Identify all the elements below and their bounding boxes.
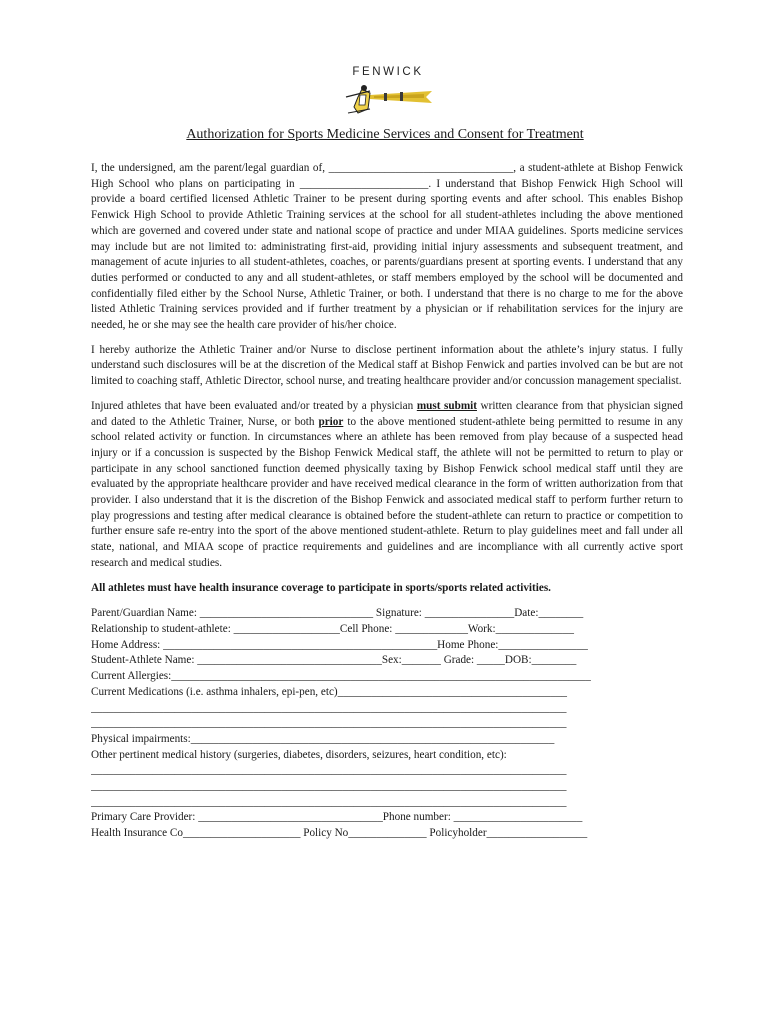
logo-wordmark: FENWICK (352, 66, 424, 78)
parent-guardian-line[interactable]: Parent/Guardian Name: _______________________________ Signature: ________________Date:________ (91, 607, 584, 620)
medications-blank-line-2[interactable]: _____________________________________________________________________________________ (91, 717, 567, 730)
allergies-line[interactable]: Current Allergies:___________________________________________________________________________ (91, 670, 591, 683)
medications-line[interactable]: Current Medications (i.e. asthma inhalers, epi-pen, etc)_________________________________________ (91, 685, 568, 698)
medical-history-blank-line-2[interactable]: _____________________________________________________________________________________ (91, 780, 567, 793)
medical-history-label: Other pertinent medical history (surgeries, diabetes, disorders, seizures, heart condition, etc): (91, 748, 507, 761)
physical-impairments-line[interactable]: Physical impairments:_________________________________________________________________ (91, 732, 555, 745)
consent-paragraph: I, the undersigned, am the parent/legal guardian of, _________________________________, a student-athlete at Bishop Fenwick High School who plans on participating in _______________________. I understand that Bishop Fenwick High School will provide a board certified licensed Athletic Trainer to be present during sporting events and after school. This enables Bishop Fenwick High School to provide Athletic Training services at the school for all student-athletes including the above mentioned which are governed and covered under state and national scope of practice and under MIAA guidelines. Sports medicine services may include but are not limited to: administrating first-aid, providing initial injury assessments and subsequent treatment, and management of acute injuries to all student-athletes, coaches, or parents/guardians present at sporting events. I understand that any duties performed or conducted to any and all student-athletes, or staff members employed by the school will be documented and confidentially filed either by the School Nurse, Athletic Trainer, or both. I understand that there is no charge to me for the above listed Athletic Training services provided and if further treatment by a physician or if rehabilitation services for the injury are needed, he or she may see the health care provider of his/her choice. (91, 162, 683, 332)
prior-emphasis: prior (318, 415, 344, 428)
relationship-line[interactable]: Relationship to student-athlete: ___________________Cell Phone: _____________Work:______________ (91, 622, 574, 635)
clearance-text-part2: written clearance from that physician signed and dated to the Athletic Trainer, Nurse, or both (91, 399, 683, 428)
clearance-text-part3: to the above mentioned student-athlete being permitted to resume in any school related activity or function. In circumstances where an athlete has been removed from play because of a suspected head injury or if a concussion is suspected by the Bishop Fenwick Medical staff, the athlete will not be permitted to return to play or participate in any school sanctioned function deemed physically taxing by Bishop Fenwick school medical staff until they are evaluated by the appropriate healthcare provider and have received medical clearance in the form of written authorization from that provider. I also understand that it is the discretion of the Bishop Fenwick and associated medical staff to perform further return to play progressions and testing after medical clearance is obtained before the student-athlete can return to practice or competition to further ensure safe re-entry into the sport of the above mentioned student-athlete. Return to play guidelines meet and fall under all state, national, and MIAA scope of practice requirements and guidelines and are incompliance with all currently active sport research and medical studies. (91, 415, 683, 569)
student-athlete-line[interactable]: Student-Athlete Name: _________________________________Sex:_______ Grade: _____DOB:________ (91, 654, 577, 667)
must-submit-emphasis: must submit (416, 399, 477, 412)
medical-history-blank-line-1[interactable]: _____________________________________________________________________________________ (91, 764, 567, 777)
form-title: Authorization for Sports Medicine Services and Consent for Treatment (186, 127, 584, 142)
clearance-paragraph (91, 399, 683, 572)
form-body (91, 161, 683, 842)
information-form (91, 606, 683, 842)
primary-care-line[interactable]: Primary Care Provider: _________________________________Phone number: _______________________ (91, 811, 583, 824)
clearance-text-part1: Injured athletes that have been evaluated and/or treated by a physician (91, 399, 417, 412)
home-address-line[interactable]: Home Address: _________________________________________________Home Phone:________________ (91, 638, 588, 651)
crusader-emblem-icon (340, 83, 436, 121)
disclosure-paragraph: I hereby authorize the Athletic Trainer and/or Nurse to disclose pertinent information about the athlete’s injury status. I fully understand such disclosures will be at the discretion of the Medical staff at Bishop Fenwick and parties involved can be but are not limited to coaching staff, Athletic Director, school nurse, and treating healthcare provider and/or concussion management specialist. (91, 343, 683, 388)
insurance-notice: All athletes must have health insurance coverage to participate in sports/sports related activities. (91, 581, 551, 594)
medical-history-blank-line-3[interactable]: _____________________________________________________________________________________ (91, 795, 567, 808)
school-logo (338, 66, 438, 122)
medications-blank-line-1[interactable]: _____________________________________________________________________________________ (91, 701, 567, 714)
health-insurance-line[interactable]: Health Insurance Co_____________________ Policy No______________ Policyholder__________________ (91, 827, 588, 840)
